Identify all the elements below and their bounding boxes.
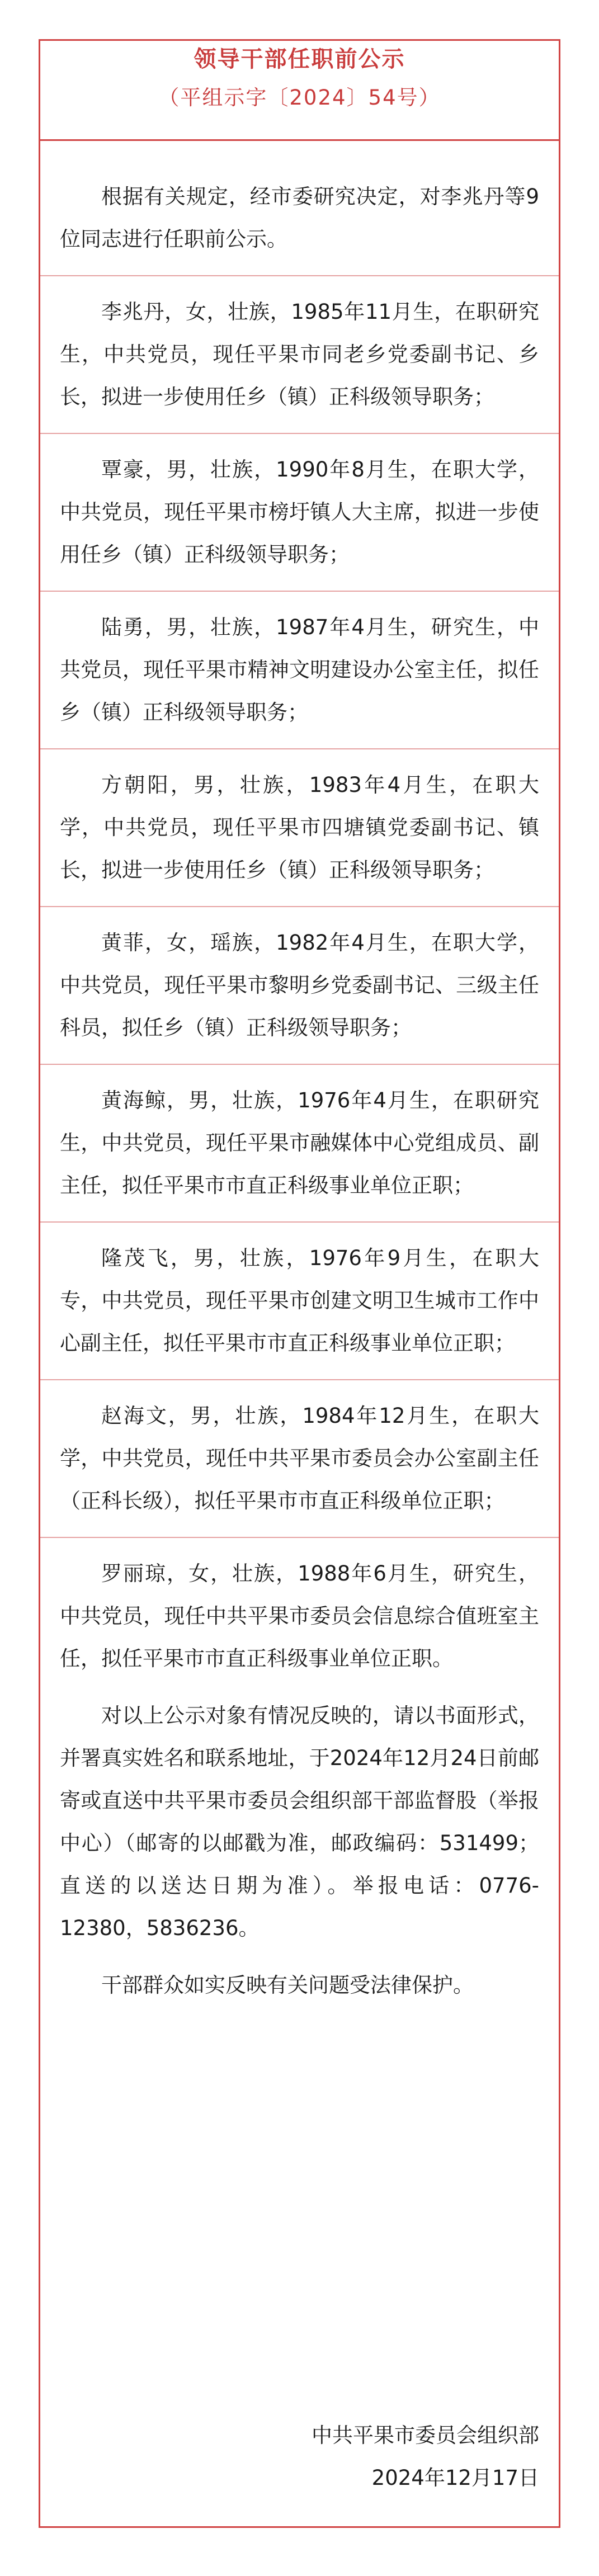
- document-title: 领导干部任职前公示: [194, 46, 405, 72]
- signature-organization: 中共平果市委员会组织部: [312, 2423, 539, 2447]
- person-entry: [40, 906, 559, 1049]
- announcement-frame: [39, 39, 560, 2528]
- person-entry: [40, 1379, 559, 1522]
- protection-paragraph: 干部群众如实反映有关问题受法律保护。: [101, 1973, 474, 1997]
- person-entry: [40, 1537, 559, 1680]
- person-paragraph: 黄海鲸，男，壮族，1976年4月生，在职研究生，中共党员，现任平果市融媒体中心党组成员、副主任，拟任平果市市直正科级事业单位正职；: [60, 1088, 539, 1197]
- person-entry: [40, 433, 559, 576]
- person-paragraph: 黄菲，女，瑶族，1982年4月生，在职大学，中共党员，现任平果市黎明乡党委副书记、三级主任科员，拟任乡（镇）正科级领导职务；: [60, 931, 539, 1040]
- person-entry: [40, 1221, 559, 1365]
- signature-block: [312, 2414, 539, 2499]
- document-number: （平组示字〔2024〕54号）: [158, 86, 441, 110]
- closing-section: [60, 1695, 539, 2007]
- person-paragraph: 隆茂飞，男，壮族，1976年9月生，在职大专，中共党员，现任平果市创建文明卫生城市工作中心副主任，拟任平果市市直正科级事业单位正职；: [60, 1246, 539, 1355]
- person-entry: [40, 275, 559, 418]
- person-paragraph: 赵海文，男，壮族，1984年12月生，在职大学，中共党员，现任中共平果市委员会办公室副主任（正科长级），拟任平果市市直正科级单位正职；: [60, 1404, 539, 1513]
- person-entry: [40, 1064, 559, 1207]
- person-paragraph: 覃豪，男，壮族，1990年8月生，在职大学，中共党员，现任平果市榜圩镇人大主席，拟进一步使用任乡（镇）正科级领导职务；: [60, 457, 539, 567]
- announcement-body: [60, 176, 539, 2007]
- title-divider: [40, 139, 559, 141]
- person-paragraph: 罗丽琼，女，壮族，1988年6月生，研究生，中共党员，现任中共平果市委员会信息综合值班室主任，拟任平果市市直正科级事业单位正职。: [60, 1561, 539, 1671]
- signature-date: 2024年12月17日: [371, 2466, 539, 2490]
- intro-paragraph: 根据有关规定，经市委研究决定，对李兆丹等9位同志进行任职前公示。: [60, 185, 539, 251]
- person-paragraph: 陆勇，男，壮族，1987年4月生，研究生，中共党员，现任平果市精神文明建设办公室主任，拟任乡（镇）正科级领导职务；: [60, 615, 539, 724]
- reporting-paragraph: 对以上公示对象有情况反映的，请以书面形式，并署真实姓名和联系地址，于2024年12月24日前邮寄或直送中共平果市委员会组织部干部监督股（举报中心）（邮寄的以邮戳为准，邮政编码：531499；直送的以送达日期为准）。举报电话：0776-12380，5836236。: [60, 1704, 539, 1940]
- person-paragraph: 李兆丹，女，壮族，1985年11月生，在职研究生，中共党员，现任平果市同老乡党委副书记、乡长，拟进一步使用任乡（镇）正科级领导职务；: [60, 300, 539, 409]
- person-entry: [40, 748, 559, 891]
- person-entry: [40, 591, 559, 734]
- person-paragraph: 方朝阳，男，壮族，1983年4月生，在职大学，中共党员，现任平果市四塘镇党委副书记、镇长，拟进一步使用任乡（镇）正科级领导职务；: [60, 773, 539, 882]
